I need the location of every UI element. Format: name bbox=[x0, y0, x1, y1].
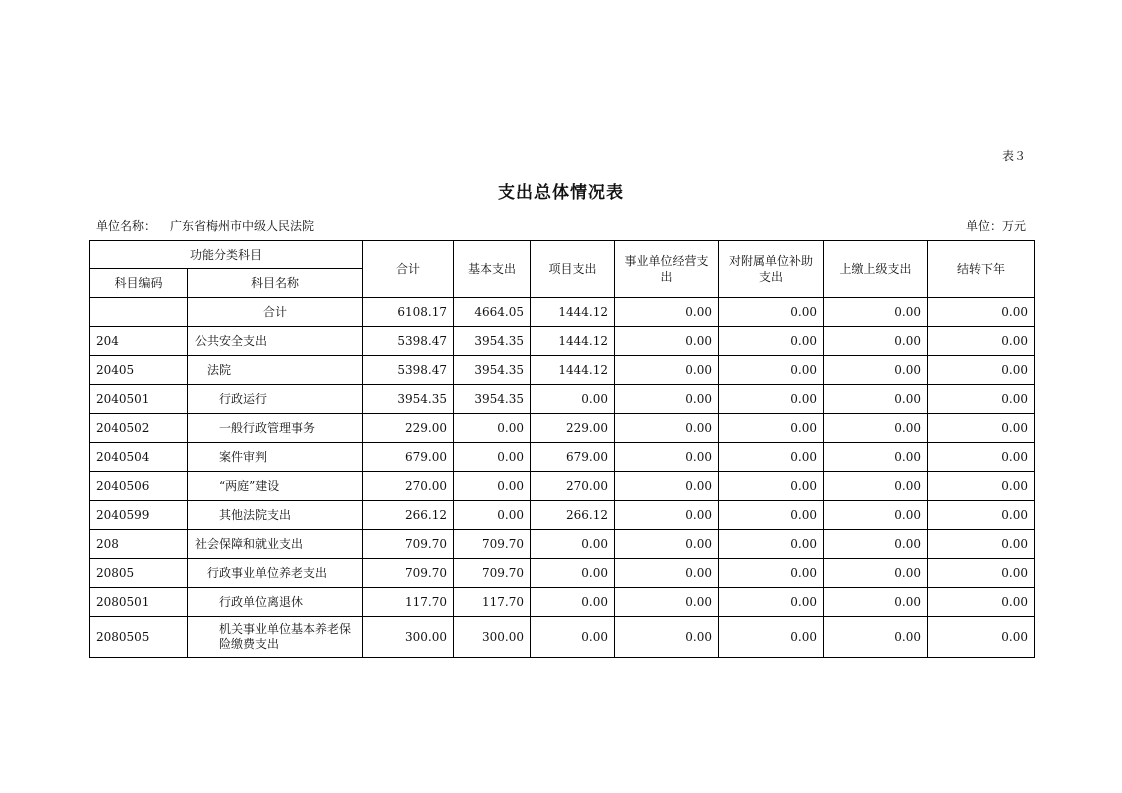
cell-basic: 3954.35 bbox=[454, 356, 531, 385]
expenditure-table bbox=[89, 240, 1035, 658]
cell-subject-name: 行政单位离退休 bbox=[188, 588, 363, 617]
cell-subsidiary: 0.00 bbox=[719, 588, 824, 617]
cell-subject-name: 案件审判 bbox=[188, 443, 363, 472]
cell-upper: 0.00 bbox=[824, 588, 928, 617]
cell-project: 229.00 bbox=[531, 414, 615, 443]
cell-subject-name: 合计 bbox=[188, 298, 363, 327]
cell-subject-name: 法院 bbox=[188, 356, 363, 385]
table-row bbox=[90, 414, 1035, 443]
cell-total: 5398.47 bbox=[363, 356, 454, 385]
cell-carryover: 0.00 bbox=[928, 530, 1035, 559]
header-function-classification: 功能分类科目 bbox=[90, 241, 363, 269]
cell-upper: 0.00 bbox=[824, 414, 928, 443]
cell-subject-code: 2080501 bbox=[90, 588, 188, 617]
cell-carryover: 0.00 bbox=[928, 443, 1035, 472]
cell-subsidiary: 0.00 bbox=[719, 472, 824, 501]
cell-project: 1444.12 bbox=[531, 327, 615, 356]
cell-subject-name: 机关事业单位基本养老保险缴费支出 bbox=[188, 617, 363, 658]
cell-carryover: 0.00 bbox=[928, 559, 1035, 588]
cell-upper: 0.00 bbox=[824, 327, 928, 356]
currency-unit: 单位：万元 bbox=[965, 219, 1026, 233]
unit-name-value: 广东省梅州市中级人民法院 bbox=[170, 219, 315, 233]
cell-business: 0.00 bbox=[615, 443, 719, 472]
cell-subsidiary: 0.00 bbox=[719, 530, 824, 559]
cell-basic: 117.70 bbox=[454, 588, 531, 617]
cell-subject-code: 20805 bbox=[90, 559, 188, 588]
cell-basic: 300.00 bbox=[454, 617, 531, 658]
cell-subject-name: 行政事业单位养老支出 bbox=[188, 559, 363, 588]
cell-subsidiary: 0.00 bbox=[719, 327, 824, 356]
cell-subsidiary: 0.00 bbox=[719, 356, 824, 385]
cell-business: 0.00 bbox=[615, 414, 719, 443]
cell-upper: 0.00 bbox=[824, 356, 928, 385]
cell-subject-name: 行政运行 bbox=[188, 385, 363, 414]
cell-total: 266.12 bbox=[363, 501, 454, 530]
cell-basic: 709.70 bbox=[454, 530, 531, 559]
cell-carryover: 0.00 bbox=[928, 356, 1035, 385]
cell-basic: 3954.35 bbox=[454, 327, 531, 356]
cell-upper: 0.00 bbox=[824, 559, 928, 588]
table-row bbox=[90, 298, 1035, 327]
cell-project: 270.00 bbox=[531, 472, 615, 501]
cell-upper: 0.00 bbox=[824, 472, 928, 501]
cell-basic: 0.00 bbox=[454, 414, 531, 443]
unit-name-line bbox=[96, 217, 314, 234]
cell-subject-code: 2080505 bbox=[90, 617, 188, 658]
cell-project: 0.00 bbox=[531, 617, 615, 658]
table-row bbox=[90, 443, 1035, 472]
cell-total: 709.70 bbox=[363, 559, 454, 588]
cell-upper: 0.00 bbox=[824, 501, 928, 530]
cell-subject-name: “两庭”建设 bbox=[188, 472, 363, 501]
header-carryover: 结转下年 bbox=[928, 241, 1035, 298]
header-basic-expenditure: 基本支出 bbox=[454, 241, 531, 298]
page-title: 支出总体情况表 bbox=[498, 183, 624, 203]
cell-business: 0.00 bbox=[615, 385, 719, 414]
cell-total: 117.70 bbox=[363, 588, 454, 617]
unit-name-label: 单位名称： bbox=[96, 219, 157, 233]
cell-project: 0.00 bbox=[531, 530, 615, 559]
cell-carryover: 0.00 bbox=[928, 327, 1035, 356]
cell-upper: 0.00 bbox=[824, 530, 928, 559]
cell-project: 0.00 bbox=[531, 588, 615, 617]
table-row bbox=[90, 559, 1035, 588]
cell-subject-code: 2040506 bbox=[90, 472, 188, 501]
cell-subsidiary: 0.00 bbox=[719, 443, 824, 472]
cell-subject-name: 其他法院支出 bbox=[188, 501, 363, 530]
header-project-expenditure: 项目支出 bbox=[531, 241, 615, 298]
cell-subject-name: 社会保障和就业支出 bbox=[188, 530, 363, 559]
cell-upper: 0.00 bbox=[824, 385, 928, 414]
cell-total: 6108.17 bbox=[363, 298, 454, 327]
header-subject-name: 科目名称 bbox=[188, 269, 363, 298]
cell-basic: 3954.35 bbox=[454, 385, 531, 414]
cell-total: 679.00 bbox=[363, 443, 454, 472]
cell-upper: 0.00 bbox=[824, 617, 928, 658]
cell-business: 0.00 bbox=[615, 617, 719, 658]
cell-subsidiary: 0.00 bbox=[719, 414, 824, 443]
cell-carryover: 0.00 bbox=[928, 298, 1035, 327]
cell-total: 300.00 bbox=[363, 617, 454, 658]
cell-subsidiary: 0.00 bbox=[719, 385, 824, 414]
header-upper-payment: 上缴上级支出 bbox=[824, 241, 928, 298]
cell-business: 0.00 bbox=[615, 327, 719, 356]
cell-subject-code: 208 bbox=[90, 530, 188, 559]
cell-subject-code: 2040502 bbox=[90, 414, 188, 443]
cell-total: 229.00 bbox=[363, 414, 454, 443]
table-row bbox=[90, 617, 1035, 658]
cell-project: 1444.12 bbox=[531, 356, 615, 385]
cell-carryover: 0.00 bbox=[928, 385, 1035, 414]
cell-carryover: 0.00 bbox=[928, 617, 1035, 658]
cell-subject-code bbox=[90, 298, 188, 327]
cell-carryover: 0.00 bbox=[928, 588, 1035, 617]
cell-project: 679.00 bbox=[531, 443, 615, 472]
cell-carryover: 0.00 bbox=[928, 414, 1035, 443]
cell-basic: 0.00 bbox=[454, 472, 531, 501]
cell-business: 0.00 bbox=[615, 559, 719, 588]
cell-subsidiary: 0.00 bbox=[719, 501, 824, 530]
header-total: 合计 bbox=[363, 241, 454, 298]
cell-subject-name: 一般行政管理事务 bbox=[188, 414, 363, 443]
cell-subject-code: 2040504 bbox=[90, 443, 188, 472]
cell-basic: 0.00 bbox=[454, 501, 531, 530]
cell-subject-name: 公共安全支出 bbox=[188, 327, 363, 356]
cell-subject-code: 2040501 bbox=[90, 385, 188, 414]
cell-subject-code: 204 bbox=[90, 327, 188, 356]
cell-business: 0.00 bbox=[615, 588, 719, 617]
cell-business: 0.00 bbox=[615, 501, 719, 530]
header-subject-code: 科目编码 bbox=[90, 269, 188, 298]
table-number: 表３ bbox=[1001, 149, 1026, 163]
cell-project: 0.00 bbox=[531, 385, 615, 414]
cell-total: 270.00 bbox=[363, 472, 454, 501]
cell-subsidiary: 0.00 bbox=[719, 559, 824, 588]
cell-business: 0.00 bbox=[615, 530, 719, 559]
cell-business: 0.00 bbox=[615, 472, 719, 501]
cell-subsidiary: 0.00 bbox=[719, 298, 824, 327]
cell-total: 3954.35 bbox=[363, 385, 454, 414]
cell-subject-code: 20405 bbox=[90, 356, 188, 385]
cell-basic: 4664.05 bbox=[454, 298, 531, 327]
cell-carryover: 0.00 bbox=[928, 472, 1035, 501]
table-row bbox=[90, 385, 1035, 414]
cell-basic: 0.00 bbox=[454, 443, 531, 472]
header-business-expenditure: 事业单位经营支出 bbox=[615, 241, 719, 298]
cell-subject-code: 2040599 bbox=[90, 501, 188, 530]
cell-upper: 0.00 bbox=[824, 298, 928, 327]
cell-carryover: 0.00 bbox=[928, 501, 1035, 530]
cell-project: 0.00 bbox=[531, 559, 615, 588]
table-row bbox=[90, 530, 1035, 559]
cell-business: 0.00 bbox=[615, 356, 719, 385]
table-row bbox=[90, 472, 1035, 501]
cell-total: 5398.47 bbox=[363, 327, 454, 356]
table-row bbox=[90, 588, 1035, 617]
cell-project: 266.12 bbox=[531, 501, 615, 530]
cell-business: 0.00 bbox=[615, 298, 719, 327]
table-row bbox=[90, 327, 1035, 356]
table-row bbox=[90, 501, 1035, 530]
table-row bbox=[90, 356, 1035, 385]
cell-total: 709.70 bbox=[363, 530, 454, 559]
cell-subsidiary: 0.00 bbox=[719, 617, 824, 658]
header-subsidiary-subsidy: 对附属单位补助支出 bbox=[719, 241, 824, 298]
cell-basic: 709.70 bbox=[454, 559, 531, 588]
cell-upper: 0.00 bbox=[824, 443, 928, 472]
cell-project: 1444.12 bbox=[531, 298, 615, 327]
